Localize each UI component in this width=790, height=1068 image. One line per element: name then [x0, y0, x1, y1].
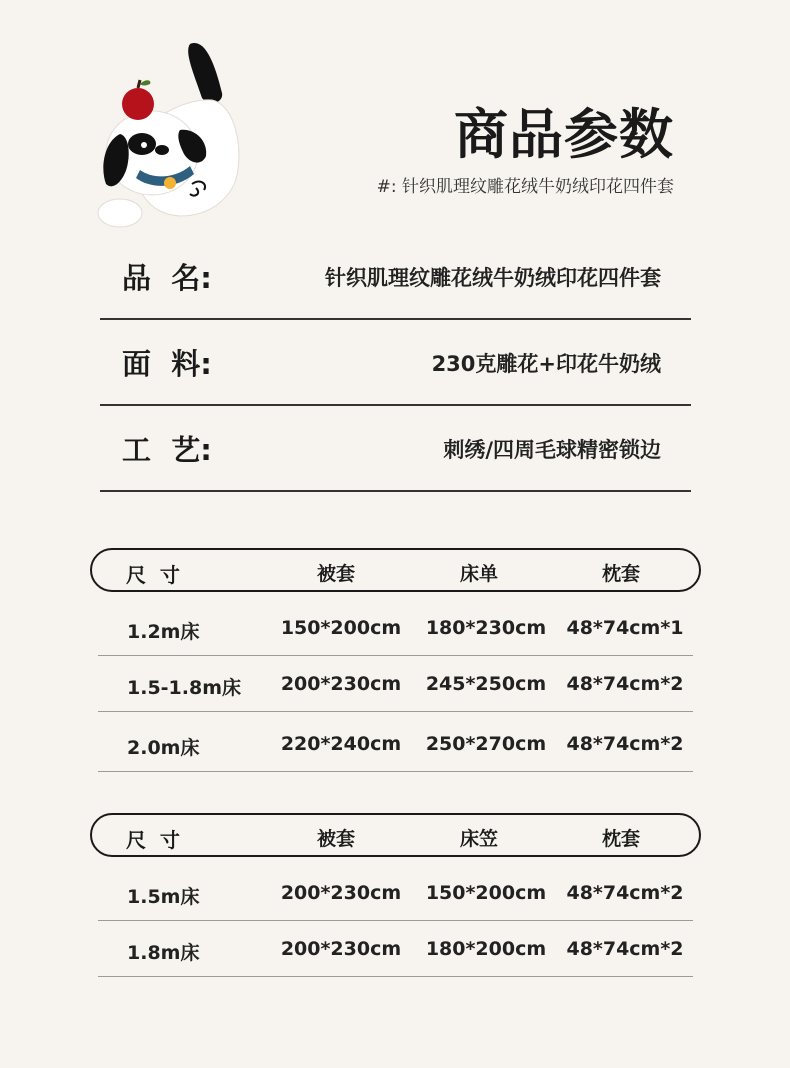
- table-row: [98, 712, 693, 772]
- cell-fitted-sheet: 150*200cm: [425, 882, 547, 904]
- param-label: 面 料:: [122, 347, 212, 381]
- cell-size: 1.8m床: [127, 942, 200, 964]
- page-subtitle: #: 针织肌理纹雕花绒牛奶绒印花四件套: [376, 177, 674, 197]
- cell-duvet: 200*230cm: [280, 673, 402, 695]
- param-row-fabric: [100, 320, 691, 406]
- table-row: [98, 921, 693, 977]
- cell-sheet: 250*270cm: [425, 733, 547, 755]
- size-table-1-header: [90, 548, 701, 592]
- cell-duvet: 200*230cm: [280, 938, 402, 960]
- cell-pillowcase: 48*74cm*2: [566, 733, 684, 755]
- column-header-sheet: 床单: [459, 563, 499, 585]
- cell-pillowcase: 48*74cm*2: [566, 673, 684, 695]
- cell-pillowcase: 48*74cm*1: [566, 617, 684, 639]
- cell-duvet: 200*230cm: [280, 882, 402, 904]
- table-row: [98, 865, 693, 921]
- param-value: 刺绣/四周毛球精密锁边: [443, 438, 661, 462]
- param-label: 工 艺:: [122, 433, 212, 467]
- param-value: 针织肌理纹雕花绒牛奶绒印花四件套: [325, 266, 661, 290]
- column-header-pillowcase: 枕套: [601, 828, 641, 850]
- dog-with-apple-icon: [92, 38, 252, 233]
- column-header-size: 尺 寸: [126, 828, 180, 852]
- param-row-craft: [100, 406, 691, 492]
- column-header-fitted-sheet: 床笠: [459, 828, 499, 850]
- page-title: 商品参数: [454, 103, 674, 166]
- cell-duvet: 150*200cm: [280, 617, 402, 639]
- cell-duvet: 220*240cm: [280, 733, 402, 755]
- column-header-pillowcase: 枕套: [601, 563, 641, 585]
- cell-sheet: 180*230cm: [425, 617, 547, 639]
- cell-pillowcase: 48*74cm*2: [566, 938, 684, 960]
- param-value: 230克雕花+印花牛奶绒: [431, 352, 661, 376]
- param-row-name: [100, 234, 691, 320]
- cell-size: 1.2m床: [127, 621, 200, 643]
- cell-size: 1.5m床: [127, 886, 200, 908]
- table-row: [98, 600, 693, 656]
- cell-size: 1.5-1.8m床: [127, 677, 242, 699]
- column-header-size: 尺 寸: [126, 563, 180, 587]
- param-label: 品 名:: [122, 261, 212, 295]
- size-table-2-header: [90, 813, 701, 857]
- cell-pillowcase: 48*74cm*2: [566, 882, 684, 904]
- cell-size: 2.0m床: [127, 737, 200, 759]
- cell-fitted-sheet: 180*200cm: [425, 938, 547, 960]
- column-header-duvet: 被套: [316, 828, 356, 850]
- cell-sheet: 245*250cm: [425, 673, 547, 695]
- table-row: [98, 656, 693, 712]
- column-header-duvet: 被套: [316, 563, 356, 585]
